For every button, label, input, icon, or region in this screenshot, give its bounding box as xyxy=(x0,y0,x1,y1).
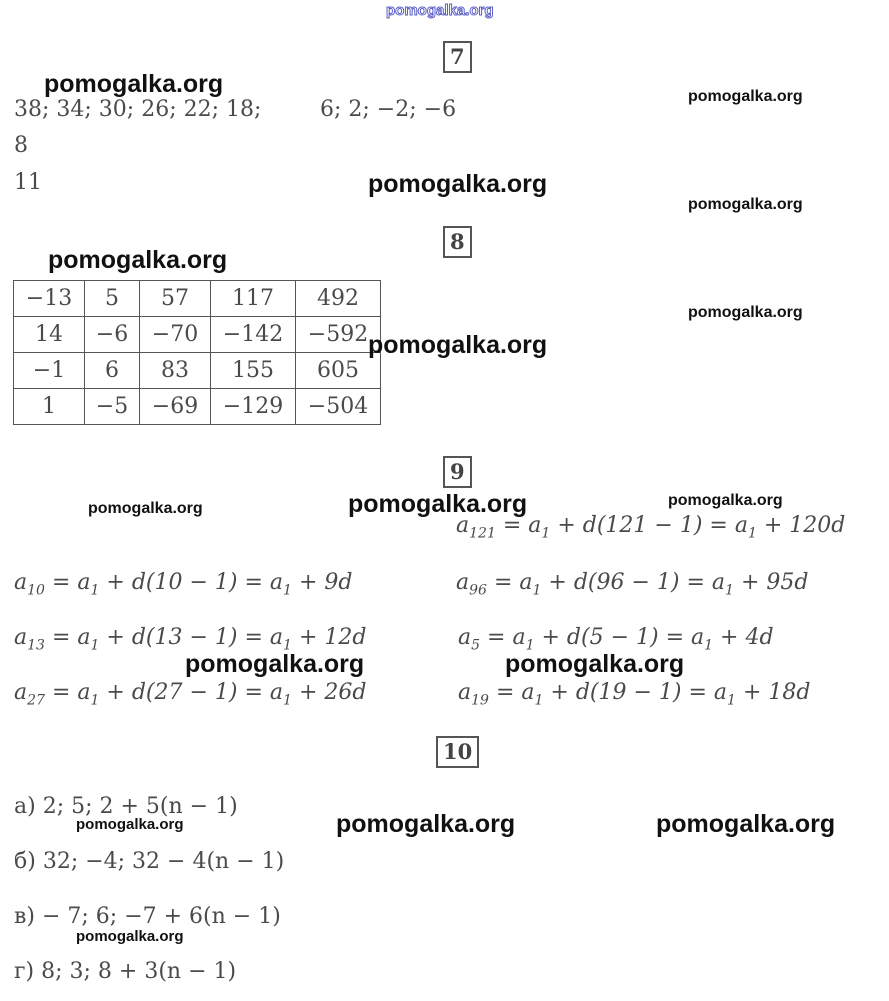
watermark: pomogalka.org xyxy=(88,500,203,517)
table-row xyxy=(14,281,381,317)
watermark: pomogalka.org xyxy=(44,70,224,98)
table-cell: −504 xyxy=(296,389,381,425)
task-9-a19: $a_{19} = a_1 + d(19 - 1) = a_1 + 18d$ xyxy=(458,680,811,709)
table-cell: 57 xyxy=(140,281,211,317)
table-cell: −592 xyxy=(296,317,381,353)
table-row xyxy=(14,353,381,389)
watermark: pomogalka.org xyxy=(368,331,548,359)
watermark: pomogalka.org xyxy=(688,304,803,321)
task-9-a121: $a_{121} = a_1 + d(121 - 1) = a_1 + 120d$ xyxy=(456,513,846,542)
task-7-line3: 11 xyxy=(14,170,42,195)
table-cell: 492 xyxy=(296,281,381,317)
table-cell: −142 xyxy=(211,317,296,353)
task-9-a27: $a_{27} = a_1 + d(27 - 1) = a_1 + 26d$ xyxy=(14,680,367,709)
watermark: pomogalka.org xyxy=(76,928,184,945)
watermark: pomogalka.org xyxy=(668,492,783,509)
table-cell: −1 xyxy=(14,353,85,389)
task-10-a: а) 2; 5; 2 + 5(n − 1) xyxy=(14,794,238,819)
watermark: pomogalka.org xyxy=(336,810,516,838)
watermark: pomogalka.org xyxy=(48,246,228,274)
table-cell: −5 xyxy=(85,389,140,425)
watermark: pomogalka.org xyxy=(688,196,803,213)
task-7-line2: 8 xyxy=(14,133,28,158)
table-cell: 155 xyxy=(211,353,296,389)
table-row xyxy=(14,389,381,425)
task-9-a13: $a_{13} = a_1 + d(13 - 1) = a_1 + 12d$ xyxy=(14,625,367,654)
task-9-a10: $a_{10} = a_1 + d(10 - 1) = a_1 + 9d$ xyxy=(14,570,353,599)
task-10-v: в) − 7; 6; −7 + 6(n − 1) xyxy=(14,904,281,929)
table-cell: 1 xyxy=(14,389,85,425)
task-9-number: 9 xyxy=(443,456,472,488)
task-10-number: 10 xyxy=(436,736,479,768)
task-10-b: б) 32; −4; 32 − 4(n − 1) xyxy=(14,849,285,874)
table-cell: −70 xyxy=(140,317,211,353)
table-cell: 5 xyxy=(85,281,140,317)
task-7-number: 7 xyxy=(443,41,472,73)
table-cell: −129 xyxy=(211,389,296,425)
task-7-line1b: 6; 2; −2; −6 xyxy=(320,97,457,122)
table-cell: 605 xyxy=(296,353,381,389)
task-8-number: 8 xyxy=(443,226,472,258)
watermark: pomogalka.org xyxy=(656,810,836,838)
watermark: pomogalka.org xyxy=(76,816,184,833)
watermark: pomogalka.org xyxy=(505,650,685,678)
task-8-table xyxy=(13,280,381,425)
task-9-a96: $a_{96} = a_1 + d(96 - 1) = a_1 + 95d$ xyxy=(456,570,809,599)
watermark: pomogalka.org xyxy=(368,170,548,198)
table-cell: 14 xyxy=(14,317,85,353)
watermark: pomogalka.org xyxy=(348,490,528,518)
top-watermark: pomogalka.org xyxy=(386,2,494,19)
watermark: pomogalka.org xyxy=(688,88,803,105)
table-cell: 6 xyxy=(85,353,140,389)
table-cell: −13 xyxy=(14,281,85,317)
table-cell: 117 xyxy=(211,281,296,317)
table-cell: −69 xyxy=(140,389,211,425)
table-row xyxy=(14,317,381,353)
task-7-line1: 38; 34; 30; 26; 22; 18; xyxy=(14,97,262,122)
task-10-g: г) 8; 3; 8 + 3(n − 1) xyxy=(14,959,237,984)
table-cell: −6 xyxy=(85,317,140,353)
task-9-a5: $a_5 = a_1 + d(5 - 1) = a_1 + 4d$ xyxy=(458,625,774,654)
table-cell: 83 xyxy=(140,353,211,389)
watermark: pomogalka.org xyxy=(185,650,365,678)
